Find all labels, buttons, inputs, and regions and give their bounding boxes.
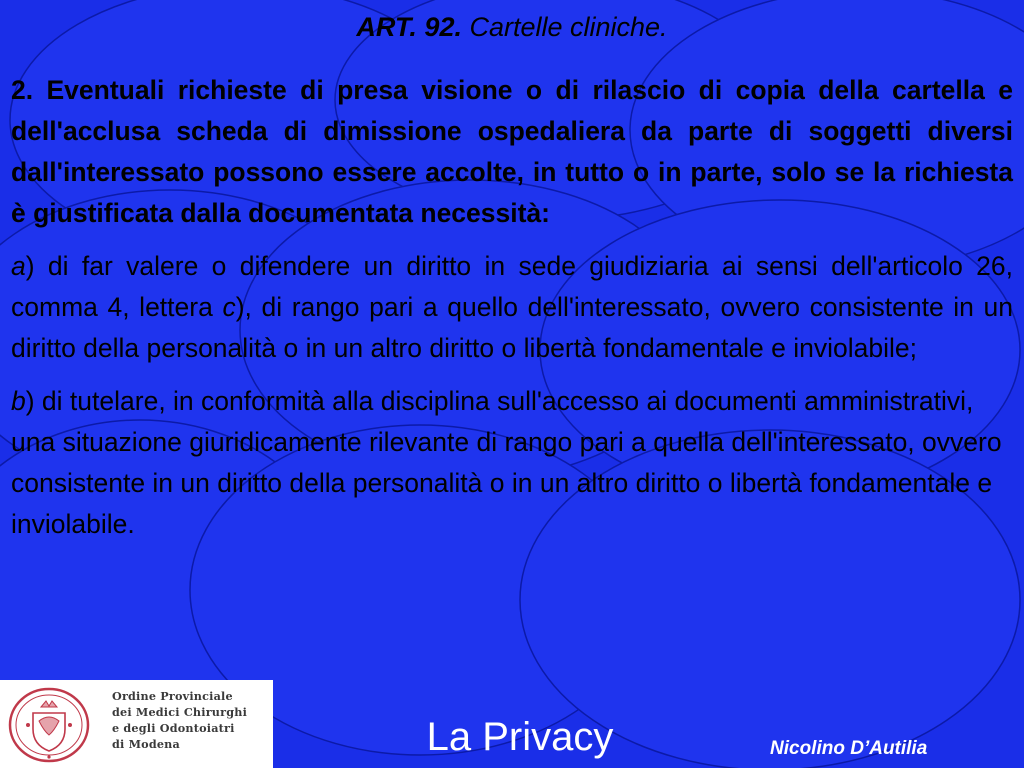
org-city: Modena	[128, 737, 180, 751]
item-a-text-2: ), di rango pari a quello dell'interessato, ovvero consistente in un diritto della personalità o in un altro diritto o libertà fondamentale e inviolabile;	[11, 292, 1013, 363]
org-line-4-prefix: di	[112, 737, 129, 751]
organization-name	[112, 688, 272, 752]
paragraph-item-b	[11, 381, 1013, 545]
title-article-number: ART. 92.	[356, 12, 462, 42]
item-a-reference: c	[222, 292, 236, 322]
slide-title	[0, 10, 1024, 44]
org-line-1: Ordine Provinciale	[112, 689, 233, 703]
item-b-text: ) di tutelare, in conformità alla disciplina sull'accesso ai documenti amministrativi, una situazione giuridicamente rilevante di rango pari a quella dell'interessato, ovvero consistente in un diritto della personalità o in un altro diritto o libertà fondamentale e inviolabile.	[11, 386, 1002, 539]
slide-body	[11, 70, 1013, 545]
footer-topic: La Privacy	[426, 715, 614, 759]
org-line-3: e degli Odontoiatri	[112, 721, 235, 735]
paragraph-main: 2. Eventuali richieste di presa visione o di rilascio di copia della cartella e dell'acclusa scheda di dimissione ospedaliera da parte di soggetti diversi dall'interessato possono essere accolte, in tutto o in parte, solo se la richiesta è giustificata dalla documentata necessità:	[11, 75, 1013, 228]
footer-author: Nicolino D’Autilia	[770, 738, 928, 759]
item-a-text-1: ) di far valere o difendere un diritto in sede giudiziaria ai sensi dell'articolo 26, comma 4, lettera	[11, 251, 1013, 322]
item-b-marker: b	[11, 386, 26, 416]
item-a-marker: a	[11, 251, 26, 281]
organization-logo	[0, 680, 273, 768]
org-line-4	[112, 736, 272, 752]
paragraph-item-a	[11, 246, 1013, 369]
org-line-2: dei Medici Chirurghi	[112, 705, 248, 719]
seal-icon	[6, 685, 92, 765]
title-text: Cartelle cliniche.	[461, 12, 668, 42]
